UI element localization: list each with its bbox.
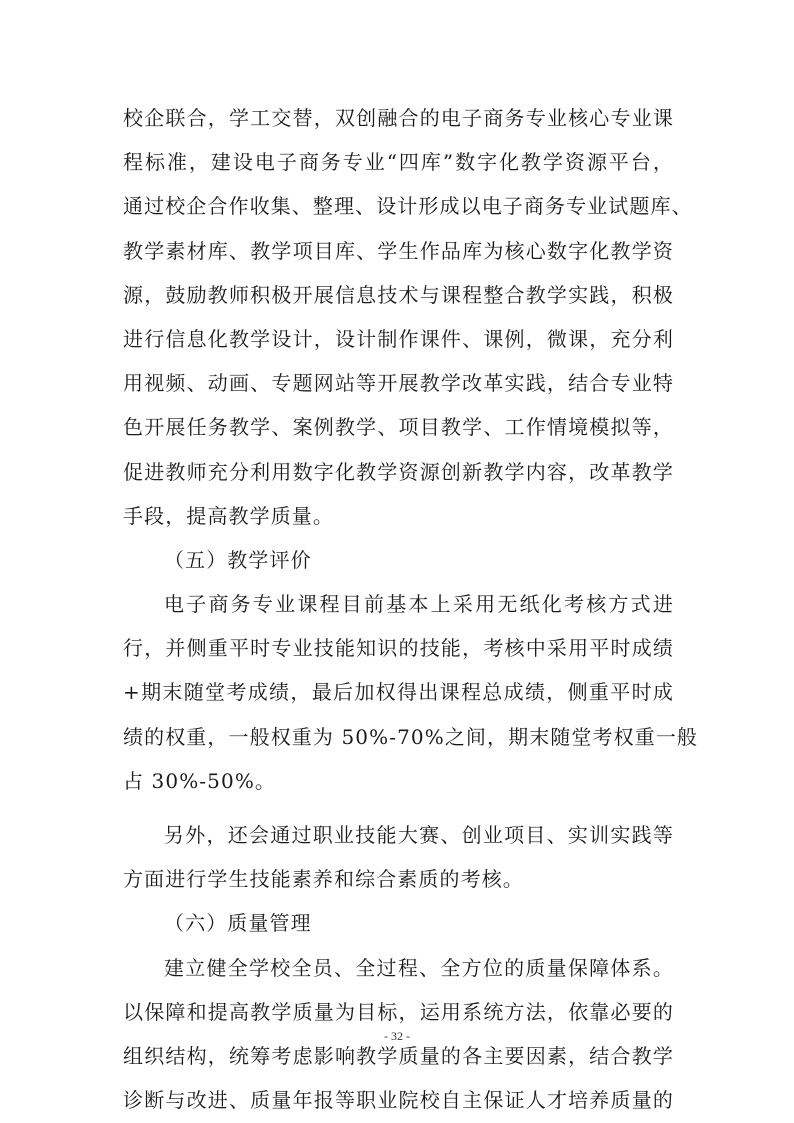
text-line: 程标准，建设电子商务专业“四库”数字化教学资源平台，: [123, 150, 674, 175]
section-heading-teaching-evaluation: （五）教学评价: [164, 547, 312, 572]
text-line: 促进教师充分利用数字化教学资源创新教学内容，改革教学: [123, 459, 674, 484]
text-line: 行，并侧重平时专业技能知识的技能，考核中采用平时成绩: [123, 636, 674, 661]
text-line: 源，鼓励教师积极开展信息技术与课程整合教学实践，积极: [123, 282, 674, 307]
text-line: 教学素材库、教学项目库、学生作品库为核心数字化教学资: [123, 238, 674, 263]
text-line: 通过校企合作收集、整理、设计形成以电子商务专业试题库、: [123, 194, 693, 219]
text-line: 电子商务专业课程目前基本上采用无纸化考核方式进: [164, 592, 674, 617]
paragraph: [123, 813, 674, 901]
document-body: [123, 96, 699, 1122]
text-line: 组织结构，统筹考虑影响教学质量的各主要因素，结合教学: [123, 1043, 674, 1068]
paragraph: [123, 582, 699, 803]
text-line: 另外，还会通过职业技能大赛、创业项目、实训实践等: [164, 823, 674, 847]
text-line: 手段，提高教学质量。: [123, 503, 334, 528]
paragraph-spacer: [123, 803, 674, 813]
text-line: 校企联合，学工交替，双创融合的电子商务专业核心专业课: [123, 106, 674, 130]
text-line: 以保障和提高教学质量为目标，运用系统方法，依靠必要的: [123, 999, 674, 1024]
section-heading-quality-management: （六）质量管理: [164, 911, 312, 936]
text-line: 方面进行学生技能素养和综合素质的考核。: [123, 867, 524, 892]
paragraph: [123, 96, 693, 538]
text-line: 占 30%-50%。: [123, 768, 277, 793]
text-line: 色开展任务教学、案例教学、项目教学、工作情境模拟等，: [123, 415, 674, 440]
text-line: +期末随堂考成绩，最后加权得出课程总成绩，侧重平时成: [123, 680, 674, 705]
text-line: 进行信息化教学设计，设计制作课件、课例，微课，充分利: [123, 326, 674, 351]
text-line: 绩的权重，一般权重为 50%-70%之间，期末随堂考权重一般: [123, 724, 699, 749]
text-line: 诊断与改进、质量年报等职业院校自主保证人才培养质量的: [123, 1088, 674, 1113]
text-line: 用视频、动画、专题网站等开展教学改革实践，结合专业特: [123, 371, 674, 396]
page-number: - 32 -: [384, 1029, 410, 1043]
text-line: 建立健全学校全员、全过程、全方位的质量保障体系。: [164, 955, 674, 980]
